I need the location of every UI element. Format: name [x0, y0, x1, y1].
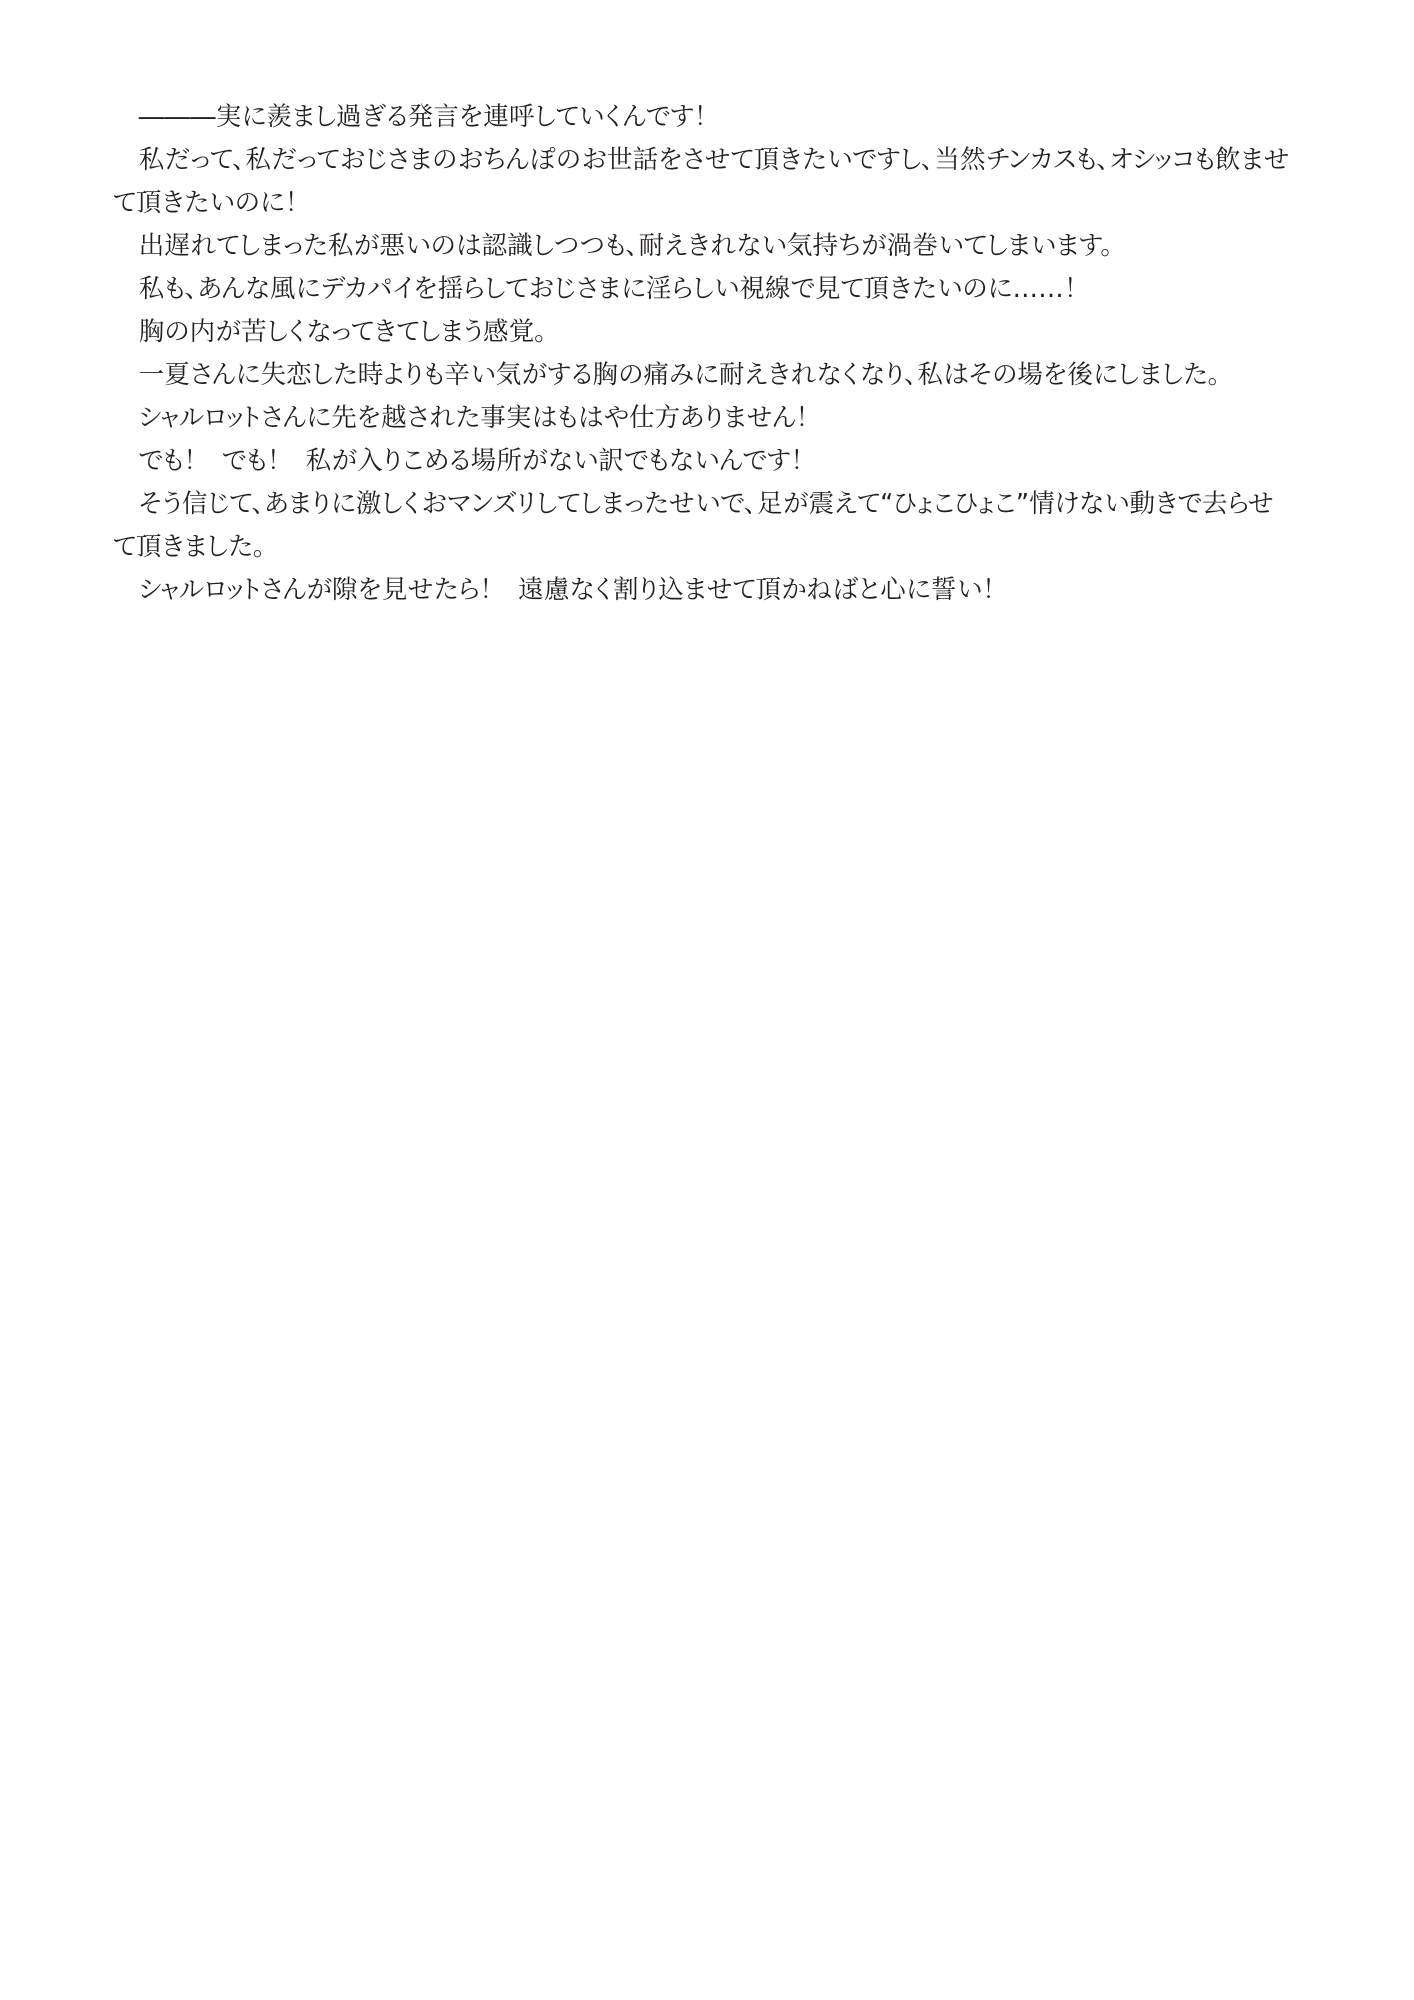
body-text	[113, 96, 1293, 612]
paragraph: 胸の内が苦しくなってきてしまう感覚。	[113, 317, 548, 347]
paragraph: 一夏さんに失恋した時よりも辛い気がする胸の痛みに耐えきれなくなり、私はその場を後にしました。	[113, 360, 1221, 390]
paragraph: そう信じて、あまりに激しくおマンズリしてしまったせいで、足が震えて“ひょこひょこ”情けない動きで去らせて頂きました。	[113, 489, 1274, 562]
paragraph: ―――実に羨まし過ぎる発言を連呼していくんです！	[113, 102, 707, 132]
paragraph: シャルロットさんが隙を見せたら！ 遠慮なく割り込ませて頂かねばと心に誓い！	[113, 575, 996, 605]
paragraph: シャルロットさんに先を越された事実はもはや仕方ありません！	[113, 403, 809, 433]
paragraph: 私だって、私だっておじさまのおちんぽのお世話をさせて頂きたいですし、当然チンカスも、オシッコも飲ませて頂きたいのに！	[113, 145, 1290, 218]
paragraph: 出遅れてしまった私が悪いのは認識しつつも、耐えきれない気持ちが渦巻いてしまいます。	[113, 231, 1114, 261]
paragraph: でも！ でも！ 私が入りこめる場所がない訳でもないんです！	[113, 446, 804, 476]
paragraph: 私も、あんな風にデカパイを揺らしておじさまに淫らしい視線で見て頂きたいのに……！	[113, 274, 1077, 304]
